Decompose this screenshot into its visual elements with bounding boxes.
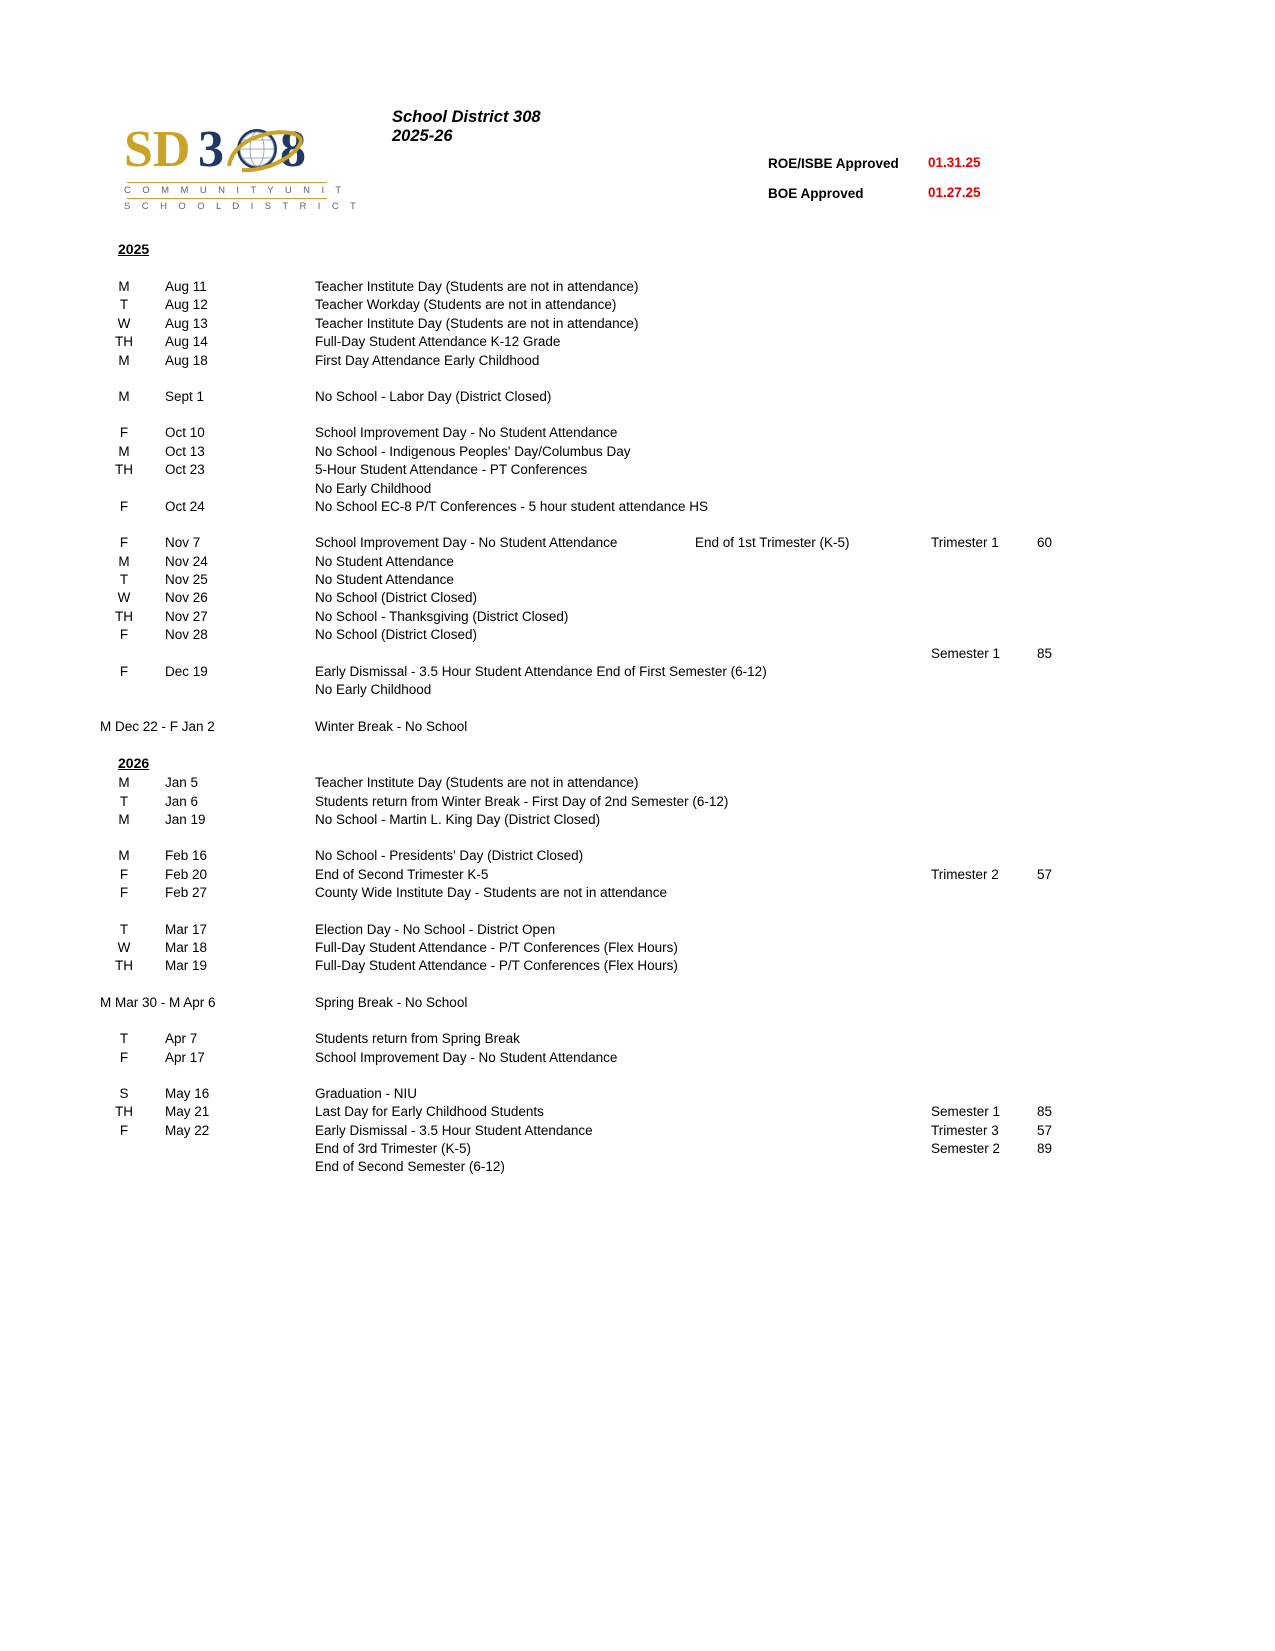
row-weekday: M: [118, 352, 130, 368]
row-weekday: F: [119, 1049, 129, 1065]
calendar-row: [0, 333, 1275, 351]
group-spacer: [0, 516, 1275, 534]
row-description: Election Day - No School - District Open: [315, 921, 556, 937]
calendar-row: [0, 663, 1275, 681]
row-description: School Improvement Day - No Student Attendance: [315, 535, 618, 551]
row-day-count: 60: [1037, 535, 1053, 551]
row-weekday: F: [119, 866, 129, 882]
row-description: Winter Break - No School: [315, 718, 468, 734]
calendar-entry-group: [0, 388, 1275, 406]
approval-row-roe-isbe: [768, 155, 1068, 185]
sd308-logo-mark: [124, 118, 330, 180]
row-weekday: F: [119, 1122, 129, 1138]
title-school-year: 2025-26: [392, 127, 453, 145]
row-date: Mar 19: [165, 958, 208, 974]
calendar-row: [0, 608, 1275, 626]
row-weekday: M: [118, 775, 130, 791]
year-heading-2026: 2026: [118, 755, 150, 772]
roe-isbe-approved-date: 01.31.25: [928, 155, 981, 170]
row-date: Mar 17: [165, 921, 208, 937]
boe-approved-date: 01.27.25: [928, 185, 981, 200]
row-date: Oct 10: [165, 425, 205, 441]
group-spacer: [0, 1012, 1275, 1030]
row-term-label: Semester 1: [931, 645, 1001, 661]
calendar-entry-group: [0, 921, 1275, 976]
calendar-row: [0, 443, 1275, 461]
page-title: [392, 108, 541, 146]
row-description: Students return from Spring Break: [315, 1031, 520, 1047]
row-date: May 16: [165, 1085, 210, 1101]
row-date: Sept 1: [165, 388, 205, 404]
row-description: No School - Presidents' Day (District Closed): [315, 848, 584, 864]
row-date: Nov 7: [165, 535, 201, 551]
row-weekday: M: [118, 388, 130, 404]
row-date: Aug 13: [165, 315, 208, 331]
svg-text:SD: SD: [124, 121, 191, 178]
calendar-entry-group: [0, 278, 1275, 370]
calendar-row: [0, 774, 1275, 792]
calendar-row: [0, 994, 1275, 1012]
row-weekday: M: [118, 553, 130, 569]
logo-subtitle: [124, 182, 361, 213]
approval-block: [768, 155, 1068, 215]
document-header: [0, 0, 1275, 230]
row-term-label: Trimester 3: [931, 1122, 999, 1138]
calendar-row: [0, 1049, 1275, 1067]
calendar-entry-group: [0, 994, 1275, 1012]
calendar-row: [0, 534, 1275, 552]
row-description: Students return from Winter Break - First Day of 2nd Semester (6-12): [315, 793, 729, 809]
row-weekday: TH: [115, 1104, 133, 1120]
row-date: Aug 18: [165, 352, 208, 368]
calendar-row: [0, 278, 1275, 296]
row-weekday: F: [119, 498, 129, 514]
row-date: Oct 24: [165, 498, 205, 514]
row-description: No Student Attendance: [315, 572, 454, 588]
calendar-row: [0, 1030, 1275, 1048]
row-weekday: M: [118, 848, 130, 864]
calendar-entry-group: [0, 847, 1275, 902]
row-date: Nov 25: [165, 572, 208, 588]
row-term-label: Semester 2: [931, 1141, 1001, 1157]
row-description: No School (District Closed): [315, 590, 478, 606]
calendar-section-2025: [0, 278, 1275, 736]
calendar-row: [0, 1140, 1275, 1158]
row-description: No School EC-8 P/T Conferences - 5 hour student attendance HS: [315, 498, 708, 514]
boe-approved-label: BOE Approved: [768, 186, 864, 201]
group-spacer: [0, 700, 1275, 718]
calendar-row: [0, 811, 1275, 829]
row-description: No Early Childhood: [315, 682, 432, 698]
row-date: Jan 6: [165, 793, 199, 809]
row-description: School Improvement Day - No Student Attendance: [315, 1049, 618, 1065]
row-description: No School - Labor Day (District Closed): [315, 388, 552, 404]
row-description: Teacher Institute Day (Students are not in attendance): [315, 775, 639, 791]
calendar-row: [0, 681, 1275, 699]
title-district-name: School District 308: [392, 108, 541, 126]
row-term-label: Semester 1: [931, 1104, 1001, 1120]
calendar-row: [0, 626, 1275, 644]
calendar-row: [0, 884, 1275, 902]
calendar-row: [0, 1103, 1275, 1121]
row-weekday: TH: [115, 334, 133, 350]
calendar-listing: [0, 240, 1275, 1177]
row-date: Feb 27: [165, 885, 208, 901]
logo-subtitle-line-1: C O M M U N I T Y U N I T: [124, 185, 346, 196]
calendar-row: [0, 498, 1275, 516]
row-date: Nov 28: [165, 627, 208, 643]
roe-isbe-approved-label: ROE/ISBE Approved: [768, 156, 899, 171]
calendar-entry-group: [0, 534, 1275, 700]
row-weekday: W: [117, 939, 131, 955]
row-description: End of Second Trimester K-5: [315, 866, 489, 882]
calendar-section-2026: [0, 774, 1275, 1177]
row-date: Aug 14: [165, 334, 208, 350]
calendar-row: [0, 296, 1275, 314]
logo-divider-top: [127, 182, 327, 183]
calendar-entry-group: [0, 774, 1275, 829]
row-date: Mar 18: [165, 939, 208, 955]
svg-text:8: 8: [280, 121, 306, 178]
row-description: School Improvement Day - No Student Attendance: [315, 425, 618, 441]
row-date: May 22: [165, 1122, 210, 1138]
row-date: Dec 19: [165, 664, 208, 680]
row-description: Last Day for Early Childhood Students: [315, 1104, 544, 1120]
calendar-row: [0, 315, 1275, 333]
group-spacer: [0, 829, 1275, 847]
group-spacer: [0, 903, 1275, 921]
row-description: Full-Day Student Attendance K-12 Grade: [315, 334, 561, 350]
row-date: Nov 27: [165, 608, 208, 624]
calendar-row: [0, 921, 1275, 939]
row-date: Oct 13: [165, 443, 205, 459]
row-day-count: 85: [1037, 1104, 1053, 1120]
row-description: End of Second Semester (6-12): [315, 1159, 505, 1175]
row-description: Teacher Institute Day (Students are not in attendance): [315, 315, 639, 331]
row-description: No School - Thanksgiving (District Closed): [315, 608, 569, 624]
row-weekday: T: [119, 921, 129, 937]
calendar-row: [0, 957, 1275, 975]
calendar-row: [0, 645, 1275, 663]
row-weekday: T: [119, 793, 129, 809]
row-description: No School - Indigenous Peoples' Day/Columbus Day: [315, 443, 631, 459]
row-weekday: T: [119, 297, 129, 313]
row-description: Early Dismissal - 3.5 Hour Student Attendance: [315, 1122, 593, 1138]
row-date: Feb 16: [165, 848, 208, 864]
calendar-row: [0, 388, 1275, 406]
row-description: No School - Martin L. King Day (District Closed): [315, 811, 601, 827]
row-date-range: M Dec 22 - F Jan 2: [100, 718, 215, 734]
row-date: Apr 17: [165, 1049, 205, 1065]
logo-divider-mid: [127, 198, 327, 199]
row-date: Jan 5: [165, 775, 199, 791]
logo-subtitle-line-2: S C H O O L D I S T R I C T: [124, 201, 361, 212]
calendar-entry-group: [0, 1030, 1275, 1067]
calendar-row: [0, 793, 1275, 811]
row-date: Apr 7: [165, 1031, 198, 1047]
row-weekday: F: [119, 425, 129, 441]
calendar-row: [0, 1122, 1275, 1140]
calendar-entry-group: [0, 1085, 1275, 1177]
row-description: 5-Hour Student Attendance - PT Conferences: [315, 462, 588, 478]
calendar-row: [0, 939, 1275, 957]
group-spacer: [0, 406, 1275, 424]
group-spacer: [0, 370, 1275, 388]
row-description: Full-Day Student Attendance - P/T Conferences (Flex Hours): [315, 939, 678, 955]
calendar-row: [0, 847, 1275, 865]
calendar-row: [0, 589, 1275, 607]
row-description: First Day Attendance Early Childhood: [315, 352, 540, 368]
row-description: End of 3rd Trimester (K-5): [315, 1141, 472, 1157]
row-description: Spring Break - No School: [315, 994, 468, 1010]
calendar-row: [0, 352, 1275, 370]
approval-row-boe: [768, 185, 1068, 215]
row-description: County Wide Institute Day - Students are not in attendance: [315, 885, 667, 901]
row-weekday: M: [118, 811, 130, 827]
group-spacer: [0, 1067, 1275, 1085]
row-description: Teacher Institute Day (Students are not in attendance): [315, 279, 639, 294]
calendar-row: [0, 1158, 1275, 1176]
row-weekday: F: [119, 664, 129, 680]
row-date-range: M Mar 30 - M Apr 6: [100, 994, 216, 1010]
calendar-row: [0, 1085, 1275, 1103]
row-day-count: 57: [1037, 866, 1053, 882]
row-date: Oct 23: [165, 462, 205, 478]
group-spacer: [0, 976, 1275, 994]
calendar-row: [0, 553, 1275, 571]
row-weekday: F: [119, 885, 129, 901]
row-date: Jan 19: [165, 811, 206, 827]
row-weekday: TH: [115, 462, 133, 478]
row-description: No School (District Closed): [315, 627, 478, 643]
row-term-label: Trimester 1: [931, 535, 999, 551]
row-date: Nov 24: [165, 553, 208, 569]
row-date: Feb 20: [165, 866, 208, 882]
calendar-row: [0, 424, 1275, 442]
calendar-row: [0, 571, 1275, 589]
row-weekday: W: [117, 590, 131, 606]
row-description: Early Dismissal - 3.5 Hour Student Attendance End of First Semester (6-12): [315, 664, 767, 680]
row-description: No Early Childhood: [315, 480, 432, 496]
row-day-count: 57: [1037, 1122, 1053, 1138]
row-date: Aug 12: [165, 297, 208, 313]
row-weekday: F: [119, 627, 129, 643]
row-weekday: TH: [115, 608, 133, 624]
row-date: Nov 26: [165, 590, 208, 606]
svg-text:3: 3: [198, 121, 224, 178]
row-weekday: S: [119, 1085, 129, 1101]
year-heading-2025: 2025: [118, 241, 150, 257]
calendar-row: [0, 480, 1275, 498]
calendar-row: [0, 461, 1275, 479]
row-weekday: F: [119, 535, 129, 551]
row-weekday: T: [119, 572, 129, 588]
row-day-count: 89: [1037, 1141, 1053, 1157]
row-term-label: Trimester 2: [931, 866, 999, 882]
row-weekday: W: [117, 315, 131, 331]
row-description: Teacher Workday (Students are not in attendance): [315, 297, 617, 313]
row-date: Aug 11: [165, 279, 207, 294]
row-weekday: TH: [115, 958, 133, 974]
calendar-row: [0, 866, 1275, 884]
district-logo: [124, 118, 361, 213]
row-description: Graduation - NIU: [315, 1085, 418, 1101]
row-weekday: M: [118, 443, 130, 459]
row-day-count: 85: [1037, 645, 1053, 661]
row-weekday: M: [118, 279, 130, 294]
row-description: No Student Attendance: [315, 553, 454, 569]
row-description-secondary: End of 1st Trimester (K-5): [695, 535, 850, 551]
row-weekday: T: [119, 1031, 129, 1047]
row-date: May 21: [165, 1104, 210, 1120]
calendar-row: [0, 718, 1275, 736]
calendar-entry-group: [0, 424, 1275, 516]
calendar-entry-group: [0, 718, 1275, 736]
row-description: Full-Day Student Attendance - P/T Conferences (Flex Hours): [315, 958, 678, 974]
